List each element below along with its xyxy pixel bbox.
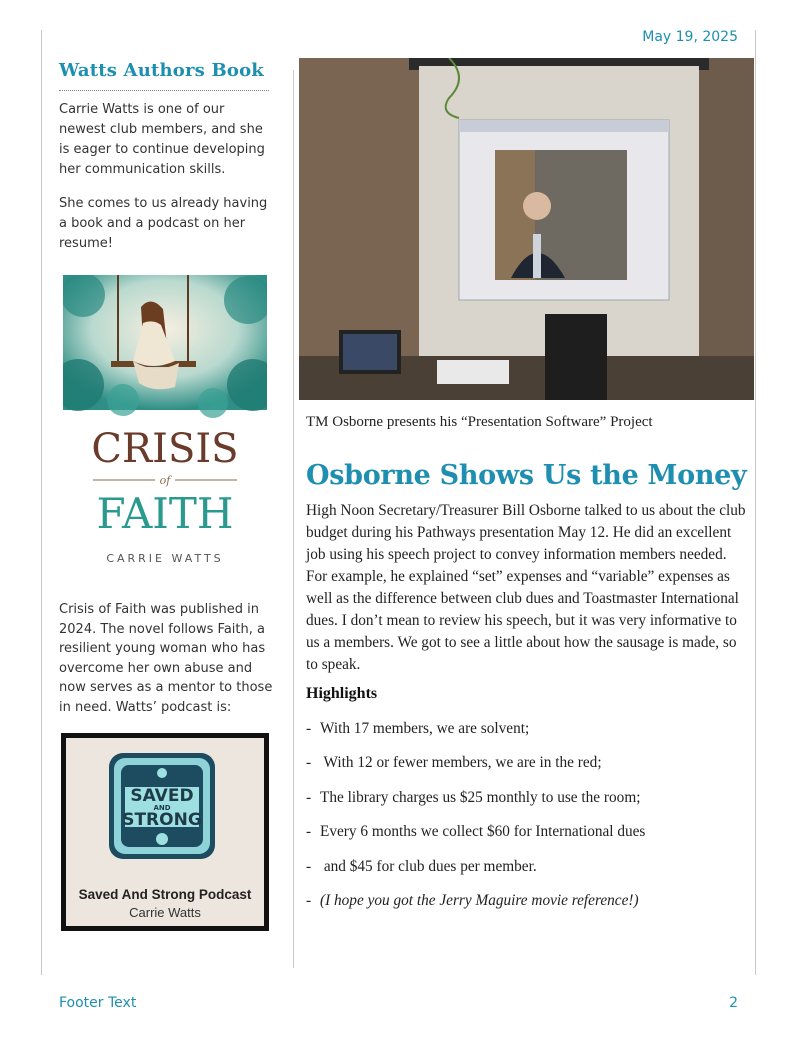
podcast-image [61, 733, 269, 931]
book-title-crisis: CRISIS [91, 426, 239, 472]
list-item: - (I hope you got the Jerry Maguire movie reference!) [306, 891, 639, 909]
sidebar-paragraph-1: Carrie Watts is one of our newest club members, and she is eager to continue developing her communication skills. [59, 102, 265, 177]
photo-caption: TM Osborne presents his “Presentation Software” Project [306, 414, 653, 430]
highlight-text: The library charges us $25 monthly to use the room; [320, 788, 641, 806]
highlight-text: Every 6 months we collect $60 for International dues [320, 823, 646, 841]
article-headline: Osborne Shows Us the Money [306, 460, 747, 491]
podcast-name: Saved And Strong Podcast [78, 887, 252, 902]
right-margin-rule [755, 30, 756, 975]
highlight-text: With 12 or fewer members, we are in the red; [320, 754, 602, 772]
sidebar-paragraph-2: She comes to us already having a book and a podcast on her resume! [59, 196, 268, 251]
presentation-photo-illustration [299, 58, 754, 400]
podcast-logo-saved: SAVED [130, 786, 194, 806]
book-author: CARRIE WATTS [106, 552, 224, 565]
article-body: High Noon Secretary/Treasurer Bill Osborne talked to us about the club budget during his Pathways presentation May 12. He did an excellent job using his speech project to convey information members needed. For example, he explained “set” expenses and “variable” expenses as well as the difference between club dues and Toastmaster International dues. I don’t mean to review his speech, but it was very informative to us a members. We got to see a little about how the sausage is made, so to speak. [306, 502, 746, 673]
podcast-host: Carrie Watts [129, 905, 201, 920]
footer-text: Footer Text [59, 995, 137, 1011]
left-margin-rule [41, 30, 42, 975]
book-cover-image [63, 275, 267, 585]
book-cover-illustration [63, 275, 267, 585]
sidebar-title: Watts Authors Book [59, 60, 264, 81]
podcast-logo-strong: STRONG [122, 810, 202, 830]
list-item: - Every 6 months we collect $60 for International dues [306, 823, 646, 841]
highlights-title: Highlights [306, 685, 378, 702]
list-item: - and $45 for club dues per member. [306, 857, 537, 875]
book-title-faith: FAITH [96, 489, 234, 538]
podcast-logo-and: AND [153, 804, 171, 812]
highlight-text: With 17 members, we are solvent; [320, 720, 530, 737]
issue-date: May 19, 2025 [642, 29, 738, 45]
sidebar-article [59, 60, 271, 268]
column-divider-rule [293, 70, 294, 968]
highlights-list [306, 719, 746, 925]
list-item: - The library charges us $25 monthly to use the room; [306, 788, 641, 806]
highlight-text: and $45 for club dues per member. [320, 857, 537, 875]
book-paragraph: Crisis of Faith was published in 2024. The novel follows Faith, a resilient young woman who has overcome her own abuse and now serves as a mentor to those in need. Watts’ podcast is: [59, 602, 273, 715]
book-description [59, 600, 273, 718]
book-title-of: of [159, 474, 171, 487]
dotted-divider [59, 90, 269, 91]
podcast-artwork [61, 733, 269, 931]
page-number: 2 [729, 995, 738, 1011]
list-item: - With 12 or fewer members, we are in the red; [306, 754, 602, 772]
highlight-text: (I hope you got the Jerry Maguire movie reference!) [320, 891, 639, 909]
presentation-photo [299, 58, 754, 400]
list-item: - With 17 members, we are solvent; [306, 720, 530, 737]
